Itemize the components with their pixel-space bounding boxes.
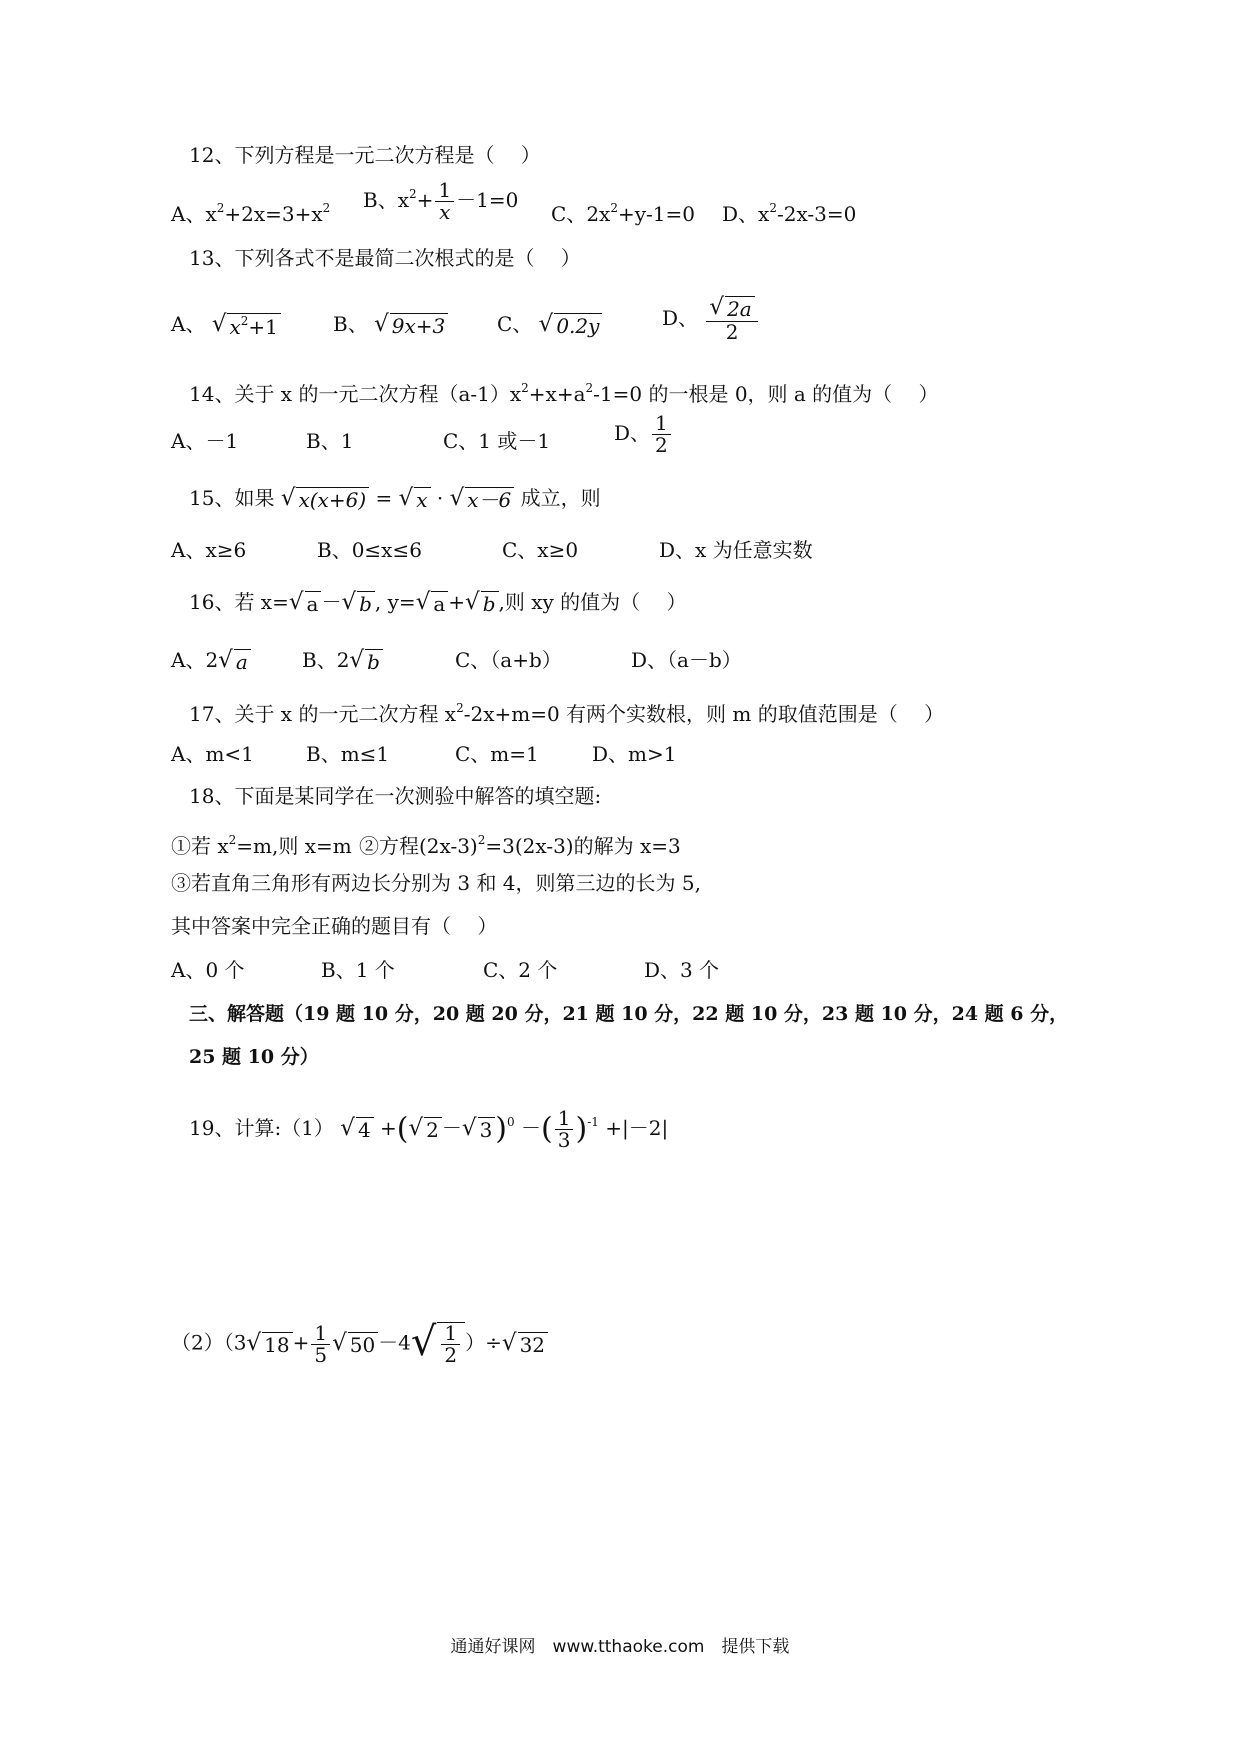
q18-item-1: ①若 $x^2=m$,则 x=m: [171, 833, 352, 858]
question-13-stem: 13、下列各式不是最简二次根式的是（ ）: [189, 246, 581, 270]
section-3-heading-cont: 25 题 10 分）: [189, 1046, 319, 1068]
section-3-heading: 三、解答题（19 题 10 分，20 题 20 分，21 题 10 分，22 题 10 分，23 题 10 分，24 题 6 分，: [189, 1003, 1069, 1025]
q13-option-b: B、 √ 9x+3: [333, 310, 448, 338]
q12-option-d: D、$x^2-2x-3=0$: [722, 201, 857, 226]
question-14-stem: 14、关于 x 的一元二次方程$(a-1)x^2+x+a^2-1=0$ 的一根是 0，则 a 的值为（ ）: [189, 381, 939, 406]
q16-option-b: B、2 √ b: [302, 646, 383, 674]
question-16-stem: 16、若 x= √ a － √ b , y= √ a + √ b ,则 xy 的值为（ ）: [189, 589, 687, 616]
q18-option-a: A、0 个: [171, 958, 245, 982]
q13-option-d: D、 √ 2a 2: [662, 296, 760, 343]
question-17-stem: 17、关于 x 的一元二次方程 $x^2-2x+m=0$ 有两个实数根，则 m 的取值范围是（ ）: [189, 701, 945, 726]
question-18-stem: 18、下面是某同学在一次测验中解答的填空题:: [189, 784, 602, 808]
q12-option-b: B、$x^2+$ $\frac{1}{x}$ －1=0: [363, 178, 519, 224]
page-footer: 通通好课网 www.tthaoke.com 提供下载: [450, 1637, 790, 1657]
question-19-part-1: 19、计算:（1） √ 4 +( √ 2 － √ 3 )$^0$ －( $\frac{1}{3}$ )$^{-1}$ +|－2|: [189, 1106, 669, 1152]
q18-option-c: C、2 个: [483, 958, 558, 982]
q17-option-c: C、m=1: [455, 742, 539, 766]
q17-option-b: B、m≤1: [306, 742, 390, 766]
q15-option-b: B、0≤x≤6: [317, 538, 422, 562]
q13-option-c: C、 √ 0.2y: [497, 310, 602, 338]
question-19-part-2: （2）（3 √ 18 + $\frac{1}{5}$ √ 50 －4 √ $\frac{1}{2}$ ）÷ √ 32: [171, 1322, 548, 1366]
q16-option-c: C、（a+b）: [455, 648, 562, 672]
q18-item-2: ②方程$(2x-3)^2=3(2x-3)$的解为 x=3: [359, 833, 681, 858]
q18-option-d: D、3 个: [644, 958, 720, 982]
q14-option-c: C、1 或－1: [443, 429, 551, 453]
q15-option-c: C、x≥0: [502, 538, 579, 562]
q18-ask: 其中答案中完全正确的题目有（ ）: [171, 914, 498, 938]
q17-option-a: A、m<1: [171, 742, 254, 766]
q15-option-a: A、x≥6: [171, 538, 247, 562]
q13-option-a: A、 √ $x^2+1$: [171, 310, 281, 339]
q18-option-b: B、1 个: [321, 958, 395, 982]
q18-item-3: ③若直角三角形有两边长分别为 3 和 4，则第三边的长为 5,: [171, 871, 701, 895]
q16-option-a: A、2 √ a: [171, 646, 251, 674]
q12-option-a: A、$x^2+2x=3+x^2$: [171, 201, 331, 226]
question-15-stem: 15、如果 √ x(x+6) = √ x · √ x－6 成立，则: [189, 485, 601, 512]
question-12-stem: 12、下列方程是一元二次方程是（ ）: [189, 143, 541, 167]
q14-option-a: A、－1: [171, 429, 239, 453]
q17-option-d: D、m>1: [592, 742, 677, 766]
q12-option-c: C、$2x^2+y-1=0$: [551, 201, 695, 226]
q16-option-d: D、（a－b）: [631, 648, 742, 672]
q14-option-d: D、 $\frac{1}{2}$: [614, 413, 673, 456]
q14-option-b: B、1: [306, 429, 354, 453]
q15-option-d: D、x 为任意实数: [659, 538, 813, 562]
